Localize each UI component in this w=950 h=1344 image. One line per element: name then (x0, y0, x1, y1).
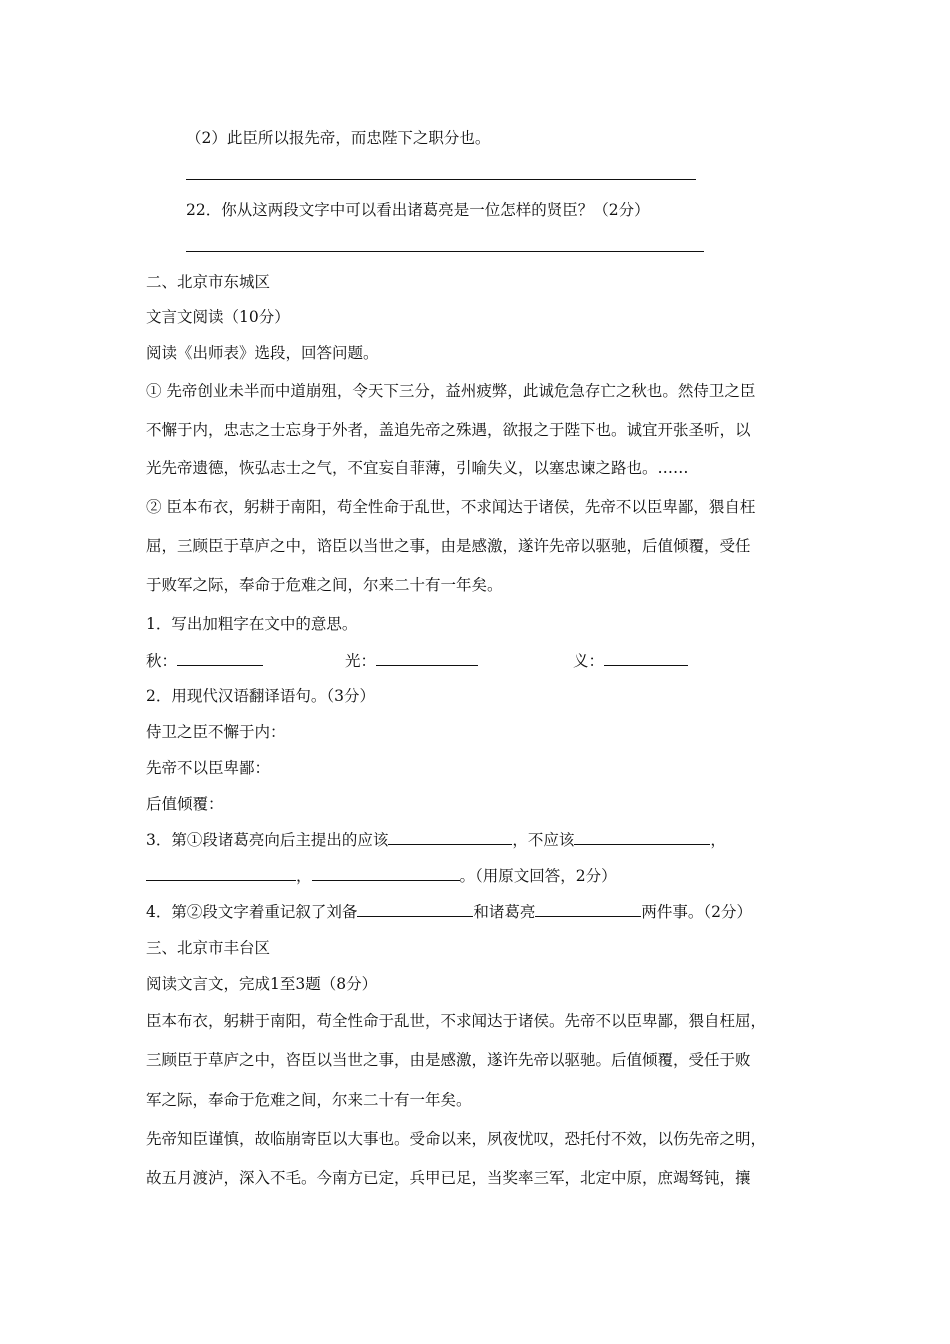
section-2-heading: 二、北京市东城区 (146, 273, 271, 291)
blank-field[interactable] (312, 866, 460, 881)
question-1-field-b (345, 651, 478, 671)
section-2-instruction: 阅读《出师表》选段，回答问题。 (146, 344, 379, 362)
q21-item-2: （2）此臣所以报先帝，而忠陛下之职分也。 (186, 129, 491, 147)
blank-field[interactable] (388, 830, 512, 845)
question-1-field-c (573, 651, 688, 671)
question-3-line-2 (146, 866, 617, 886)
question-3-text: ， (296, 867, 312, 885)
answer-line[interactable] (186, 179, 696, 180)
question-4 (146, 902, 752, 922)
passage-line: 军之际，奉命于危难之间，尔来二十有一年矣。 (146, 1091, 472, 1109)
question-4-text: 4．第②段文字着重记叙了刘备 (146, 903, 358, 921)
question-3-text: 。（用原文回答，2分） (459, 867, 617, 885)
blank-field[interactable] (177, 651, 263, 666)
blank-field[interactable] (376, 651, 478, 666)
section-3-heading: 三、北京市丰台区 (146, 939, 271, 957)
question-4-text: 和诸葛亮 (473, 903, 536, 921)
question-2-item: 侍卫之臣不懈于内： (146, 723, 286, 741)
passage-line: 三顾臣于草庐之中，咨臣以当世之事，由是感激，遂许先帝以驱驰。后值倾覆，受任于败 (146, 1051, 751, 1069)
blank-field[interactable] (604, 651, 688, 666)
passage-line: ② 臣本布衣，躬耕于南阳，苟全性命于乱世，不求闻达于诸侯，先帝不以臣卑鄙，猥自枉 (146, 498, 756, 516)
question-3-text: ， (710, 831, 726, 849)
passage-line: 于败军之际，奉命于危难之间，尔来二十有一年矣。 (146, 576, 503, 594)
blank-field[interactable] (357, 902, 473, 917)
question-2-item: 先帝不以臣卑鄙： (146, 759, 271, 777)
question-22: 22．你从这两段文字中可以看出诸葛亮是一位怎样的贤臣？（2分） (186, 201, 650, 219)
field-label: 光： (345, 652, 377, 670)
question-2-item: 后值倾覆： (146, 795, 224, 813)
question-1-prompt: 1．写出加粗字在文中的意思。 (146, 615, 358, 633)
section-2-subheading: 文言文阅读（10分） (146, 308, 290, 326)
question-4-text: 两件事。（2分） (641, 903, 753, 921)
section-3-instruction: 阅读文言文，完成1至3题（8分） (146, 975, 378, 993)
question-2-prompt: 2．用现代汉语翻译语句。（3分） (146, 687, 375, 705)
field-label: 秋： (146, 652, 178, 670)
question-3-text: 3．第①段诸葛亮向后主提出的应该 (146, 831, 389, 849)
passage-line: 先帝知臣谨慎，故临崩寄臣以大事也。受命以来，夙夜忧叹，恐托付不效，以伤先帝之明， (146, 1130, 767, 1148)
field-label: 义： (573, 652, 605, 670)
question-1-field-a (146, 651, 263, 671)
blank-field[interactable] (535, 902, 641, 917)
question-3-text: ，不应该 (512, 831, 575, 849)
passage-line: 臣本布衣，躬耕于南阳，苟全性命于乱世，不求闻达于诸侯。先帝不以臣卑鄙，猥自枉屈， (146, 1012, 767, 1030)
passage-line: 不懈于内，忠志之士忘身于外者，盖追先帝之殊遇，欲报之于陛下也。诚宜开张圣听，以 (146, 421, 751, 439)
blank-field[interactable] (574, 830, 710, 845)
passage-line: 故五月渡泸，深入不毛。今南方已定，兵甲已足，当奖率三军，北定中原，庶竭驽钝，攘 (146, 1169, 751, 1187)
passage-line: ① 先帝创业未半而中道崩殂，令天下三分，益州疲弊，此诚危急存亡之秋也。然侍卫之臣 (146, 382, 756, 400)
passage-line: 屈，三顾臣于草庐之中，谘臣以当世之事，由是感激，遂许先帝以驱驰，后值倾覆，受任 (146, 537, 751, 555)
answer-line[interactable] (186, 251, 704, 252)
question-3-line-1 (146, 830, 726, 850)
blank-field[interactable] (146, 866, 296, 881)
passage-line: 光先帝遗德，恢弘志士之气，不宜妄自菲薄，引喻失义，以塞忠谏之路也。…… (146, 459, 689, 477)
